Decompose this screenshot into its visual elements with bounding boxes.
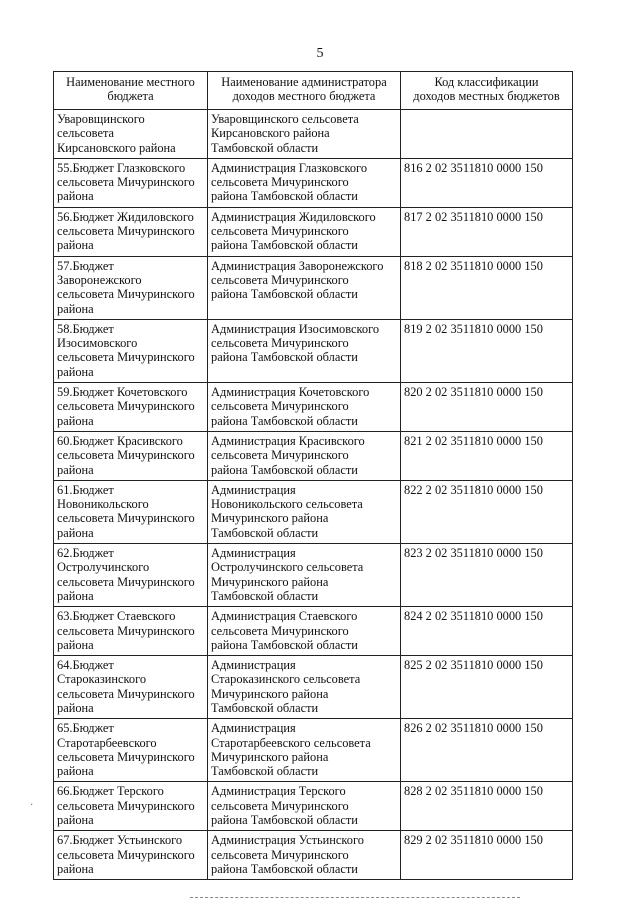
classification-code-cell: 820 2 02 3511810 0000 150: [401, 383, 573, 432]
classification-code-cell: 824 2 02 3511810 0000 150: [401, 607, 573, 656]
administrator-name-cell: Администрация Старотарбеевского сельсовета Мичуринского района Тамбовской области: [208, 719, 401, 782]
header-budget-name: Наименование местного бюджета: [54, 72, 208, 110]
budget-name-cell: 55.Бюджет Глазковского сельсовета Мичуринского района: [54, 158, 208, 207]
administrator-name-cell: Администрация Изосимовского сельсовета Мичуринского района Тамбовской области: [208, 319, 401, 382]
budget-name-cell: 60.Бюджет Красивского сельсовета Мичуринского района: [54, 431, 208, 480]
classification-code-cell: 823 2 02 3511810 0000 150: [401, 544, 573, 607]
administrator-name-cell: Администрация Заворонежского сельсовета Мичуринского района Тамбовской области: [208, 256, 401, 319]
table-row: [54, 207, 573, 256]
classification-code-cell: 828 2 02 3511810 0000 150: [401, 782, 573, 831]
budget-name-cell: 66.Бюджет Терского сельсовета Мичуринского района: [54, 782, 208, 831]
classification-code-cell: 821 2 02 3511810 0000 150: [401, 431, 573, 480]
page-number: 5: [316, 46, 324, 61]
table-row: [54, 319, 573, 382]
table-row: [54, 110, 573, 159]
table-row: [54, 158, 573, 207]
classification-code-cell: 816 2 02 3511810 0000 150: [401, 158, 573, 207]
administrator-name-cell: Администрация Стаевского сельсовета Мичуринского района Тамбовской области: [208, 607, 401, 656]
classification-code-cell: 818 2 02 3511810 0000 150: [401, 256, 573, 319]
budget-name-cell: 62.Бюджет Остролучинского сельсовета Мичуринского района: [54, 544, 208, 607]
administrator-name-cell: Администрация Новоникольского сельсовета Мичуринского района Тамбовской области: [208, 480, 401, 543]
table-row: [54, 383, 573, 432]
table-header-row: [54, 72, 573, 110]
footer-scan-marks: [190, 897, 520, 900]
table-row: [54, 431, 573, 480]
classification-code-cell: 819 2 02 3511810 0000 150: [401, 319, 573, 382]
budget-revenue-table: [53, 71, 573, 880]
table-row: [54, 607, 573, 656]
budget-name-cell: 56.Бюджет Жидиловского сельсовета Мичуринского района: [54, 207, 208, 256]
budget-name-cell: 67.Бюджет Устьинского сельсовета Мичуринского района: [54, 831, 208, 880]
table-row: [54, 656, 573, 719]
classification-code-cell: 817 2 02 3511810 0000 150: [401, 207, 573, 256]
table-row: [54, 544, 573, 607]
administrator-name-cell: Уваровщинского сельсовета Кирсановского района Тамбовской области: [208, 110, 401, 159]
administrator-name-cell: Администрация Староказинского сельсовета Мичуринского района Тамбовской области: [208, 656, 401, 719]
margin-mark: ·: [30, 800, 34, 811]
classification-code-cell: 825 2 02 3511810 0000 150: [401, 656, 573, 719]
budget-name-cell: 57.Бюджет Заворонежского сельсовета Мичуринского района: [54, 256, 208, 319]
budget-name-cell: Уваровщинского сельсовета Кирсановского района: [54, 110, 208, 159]
administrator-name-cell: Администрация Устьинского сельсовета Мичуринского района Тамбовской области: [208, 831, 401, 880]
header-classification-code: Код классификации доходов местных бюджетов: [401, 72, 573, 110]
classification-code-cell: 826 2 02 3511810 0000 150: [401, 719, 573, 782]
classification-code-cell: [401, 110, 573, 159]
table-row: [54, 480, 573, 543]
administrator-name-cell: Администрация Кочетовского сельсовета Мичуринского района Тамбовской области: [208, 383, 401, 432]
budget-name-cell: 64.Бюджет Староказинского сельсовета Мичуринского района: [54, 656, 208, 719]
administrator-name-cell: Администрация Жидиловского сельсовета Мичуринского района Тамбовской области: [208, 207, 401, 256]
administrator-name-cell: Администрация Остролучинского сельсовета Мичуринского района Тамбовской области: [208, 544, 401, 607]
classification-code-cell: 829 2 02 3511810 0000 150: [401, 831, 573, 880]
budget-name-cell: 63.Бюджет Стаевского сельсовета Мичуринского района: [54, 607, 208, 656]
budget-name-cell: 65.Бюджет Старотарбеевского сельсовета Мичуринского района: [54, 719, 208, 782]
header-administrator-name: Наименование администратора доходов местного бюджета: [208, 72, 401, 110]
table-row: [54, 719, 573, 782]
classification-code-cell: 822 2 02 3511810 0000 150: [401, 480, 573, 543]
budget-name-cell: 61.Бюджет Новоникольского сельсовета Мичуринского района: [54, 480, 208, 543]
table-row: [54, 782, 573, 831]
budget-name-cell: 58.Бюджет Изосимовского сельсовета Мичуринского района: [54, 319, 208, 382]
budget-name-cell: 59.Бюджет Кочетовского сельсовета Мичуринского района: [54, 383, 208, 432]
administrator-name-cell: Администрация Терского сельсовета Мичуринского района Тамбовской области: [208, 782, 401, 831]
table-row: [54, 831, 573, 880]
administrator-name-cell: Администрация Глазковского сельсовета Мичуринского района Тамбовской области: [208, 158, 401, 207]
table-row: [54, 256, 573, 319]
administrator-name-cell: Администрация Красивского сельсовета Мичуринского района Тамбовской области: [208, 431, 401, 480]
